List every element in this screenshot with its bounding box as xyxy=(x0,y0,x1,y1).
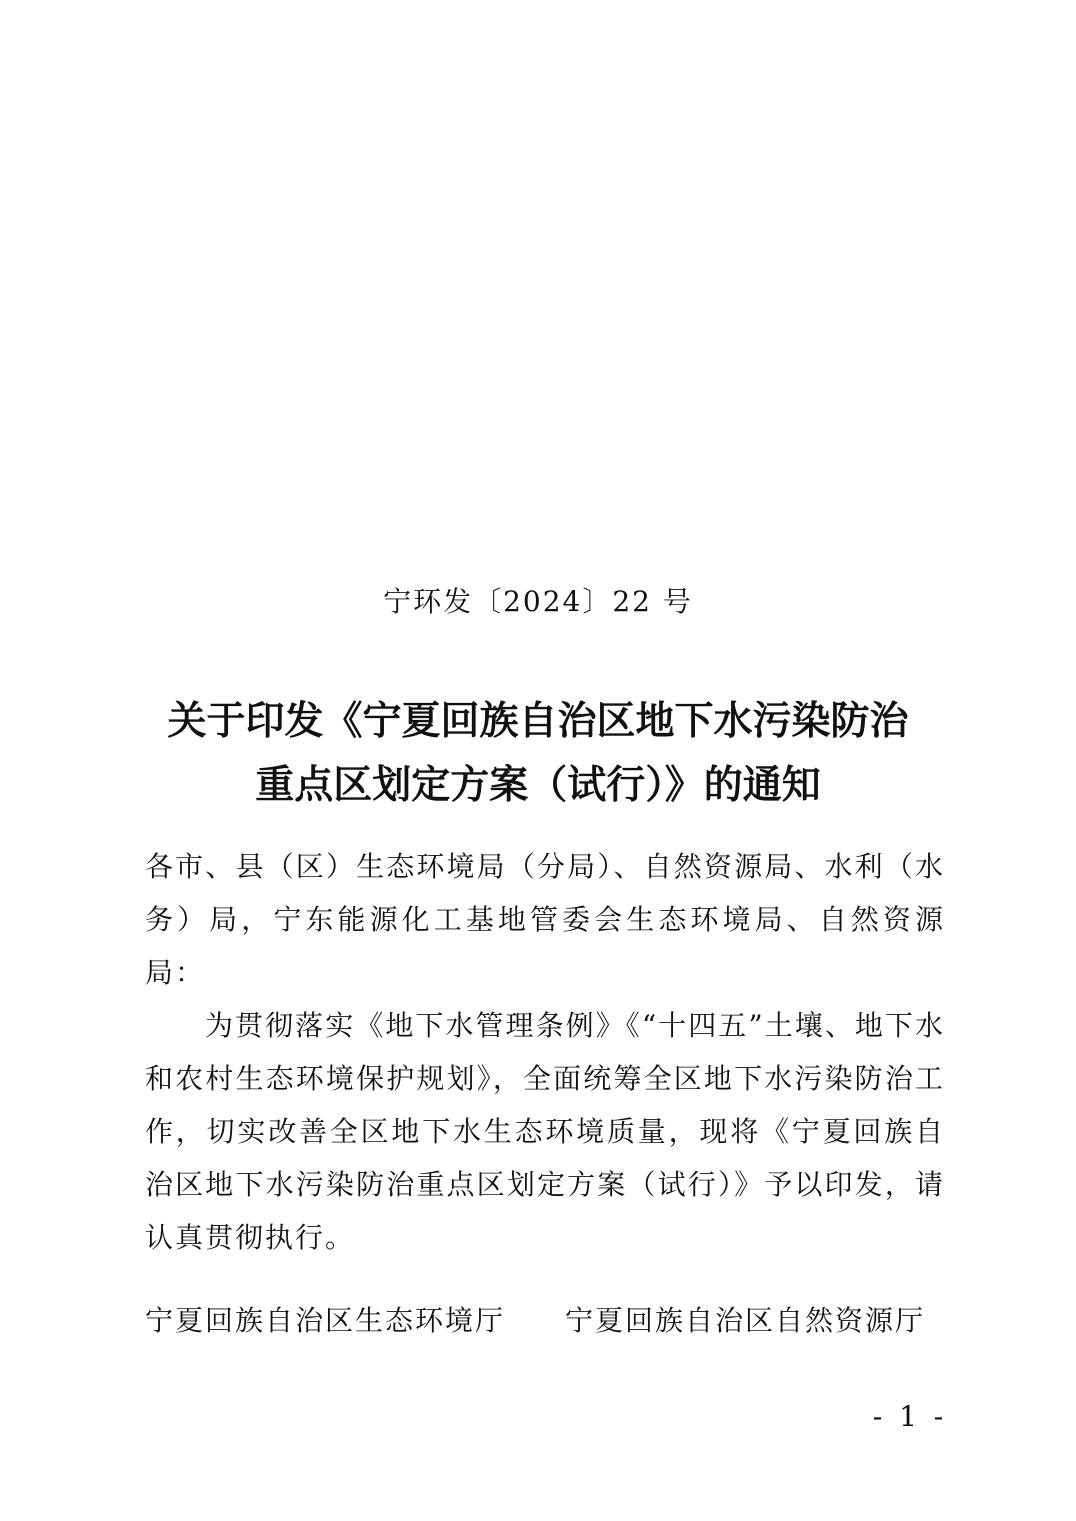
signature-natural-resources-department: 宁夏回族自治区自然资源厅 xyxy=(565,1304,926,1337)
document-title xyxy=(0,690,1076,818)
signature-block xyxy=(145,1297,945,1345)
title-line-1: 关于印发《宁夏回族自治区地下水污染防治 xyxy=(167,699,909,744)
page-number: - 1 - xyxy=(872,1400,948,1433)
addressee-paragraph: 各市、县（区）生态环境局（分局）、自然资源局、水利（水务）局，宁东能源化工基地管委会生态环境局、自然资源局： xyxy=(145,850,945,989)
main-paragraph: 为贯彻落实《地下水管理条例》《“十四五”土壤、地下水和农村生态环境保护规划》，全面统筹全区地下水污染防治工作，切实改善全区地下水生态环境质量，现将《宁夏回族自治区地下水污染防治重点区划定方案（试行）》予以印发，请认真贯彻执行。 xyxy=(145,1009,945,1254)
signature-ecology-environment-department: 宁夏回族自治区生态环境厅 xyxy=(145,1304,506,1337)
title-line-2: 重点区划定方案（试行）》的通知 xyxy=(255,763,821,808)
document-number: 宁环发〔2024〕22 号 xyxy=(383,585,693,618)
document-body xyxy=(145,840,945,1264)
